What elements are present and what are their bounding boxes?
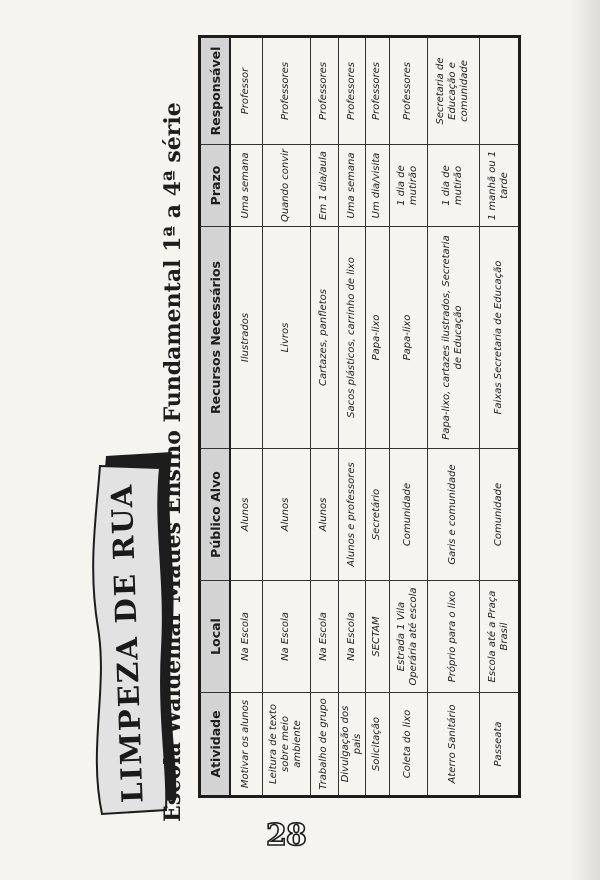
table-cell: 1 dia de mutirão bbox=[427, 145, 479, 227]
column-header-recursos: Recursos Necessários bbox=[200, 227, 231, 449]
table-cell: Secretário bbox=[365, 449, 389, 581]
table-cell: Leitura de texto sobre meio ambiente bbox=[262, 693, 310, 797]
table-cell: Na Escola bbox=[262, 581, 310, 693]
table-row bbox=[230, 37, 262, 797]
table-cell: Solicitação bbox=[365, 693, 389, 797]
table-cell: Na Escola bbox=[338, 581, 365, 693]
table-cell: 1 manhã ou 1 tarde bbox=[479, 145, 519, 227]
column-header-publico-alvo: Público Alvo bbox=[200, 449, 231, 581]
table-cell: Na Escola bbox=[230, 581, 262, 693]
table-cell: Na Escola bbox=[310, 581, 338, 693]
table-cell: Ilustrados bbox=[230, 227, 262, 449]
table-cell bbox=[479, 37, 519, 145]
table-row bbox=[427, 37, 479, 797]
table-cell: Em 1 dia/aula bbox=[310, 145, 338, 227]
table-cell: Um dia/visita bbox=[365, 145, 389, 227]
table-cell: SECTAM bbox=[365, 581, 389, 693]
table-header-row bbox=[200, 37, 231, 797]
table-cell: Divulgação dos pais bbox=[338, 693, 365, 797]
table-cell: Passeata bbox=[479, 693, 519, 797]
table-row bbox=[310, 37, 338, 797]
table-cell: Professores bbox=[338, 37, 365, 145]
table-cell: 1 dia de mutirão bbox=[389, 145, 427, 227]
table-cell: Alunos bbox=[230, 449, 262, 581]
table-cell: Livros bbox=[262, 227, 310, 449]
table-cell: Faixas Secretaria de Educação bbox=[479, 227, 519, 449]
table-cell: Escola até a Praça Brasil bbox=[479, 581, 519, 693]
activity-plan-table bbox=[198, 35, 521, 798]
table-cell: Motivar os alunos bbox=[230, 693, 262, 797]
table-cell: Uma semana bbox=[338, 145, 365, 227]
table-cell: Papa-lixo, cartazes ilustrados, Secretaria de Educação bbox=[427, 227, 479, 449]
table-cell: Cartazes, panfletos bbox=[310, 227, 338, 449]
table-cell: Professor bbox=[230, 37, 262, 145]
table-cell: Uma semana bbox=[230, 145, 262, 227]
table-cell: Professores bbox=[365, 37, 389, 145]
table-cell: Secretaria de Educação e comunidade bbox=[427, 37, 479, 145]
banner-title: LIMPEZA DE RUA bbox=[104, 482, 150, 804]
column-header-local: Local bbox=[200, 581, 231, 693]
table-cell: Professores bbox=[262, 37, 310, 145]
table-cell: Professores bbox=[389, 37, 427, 145]
table-row bbox=[365, 37, 389, 797]
table-cell: Papa-lixo bbox=[365, 227, 389, 449]
page-subtitle: Escola Waldemar Maués Ensino Fundamental 1ª a 4ª série bbox=[160, 102, 186, 822]
table-cell: Aterro Sanitário bbox=[427, 693, 479, 797]
table-row bbox=[389, 37, 427, 797]
table-row bbox=[262, 37, 310, 797]
table-cell: Alunos e professores bbox=[338, 449, 365, 581]
table-cell: Coleta do lixo bbox=[389, 693, 427, 797]
table-cell: Professores bbox=[310, 37, 338, 145]
table-cell: Quando convir bbox=[262, 145, 310, 227]
page-number: 28 bbox=[266, 818, 306, 853]
table-cell: Trabalho de grupo bbox=[310, 693, 338, 797]
table-cell: Alunos bbox=[310, 449, 338, 581]
table-cell: Garis e comunidade bbox=[427, 449, 479, 581]
table-cell: Comunidade bbox=[479, 449, 519, 581]
table-row bbox=[479, 37, 519, 797]
table-cell: Sacos plásticos, carrinho de lixo bbox=[338, 227, 365, 449]
table-cell: Alunos bbox=[262, 449, 310, 581]
table-row bbox=[338, 37, 365, 797]
table-cell: Papa-lixo bbox=[389, 227, 427, 449]
column-header-atividade: Atividade bbox=[200, 693, 231, 797]
column-header-responsavel: Responsável bbox=[200, 37, 231, 145]
column-header-prazo: Prazo bbox=[200, 145, 231, 227]
table-cell: Comunidade bbox=[389, 449, 427, 581]
table-cell: Próprio para o lixo bbox=[427, 581, 479, 693]
table-cell: Estrada 1 Vila Operária até escola bbox=[389, 581, 427, 693]
